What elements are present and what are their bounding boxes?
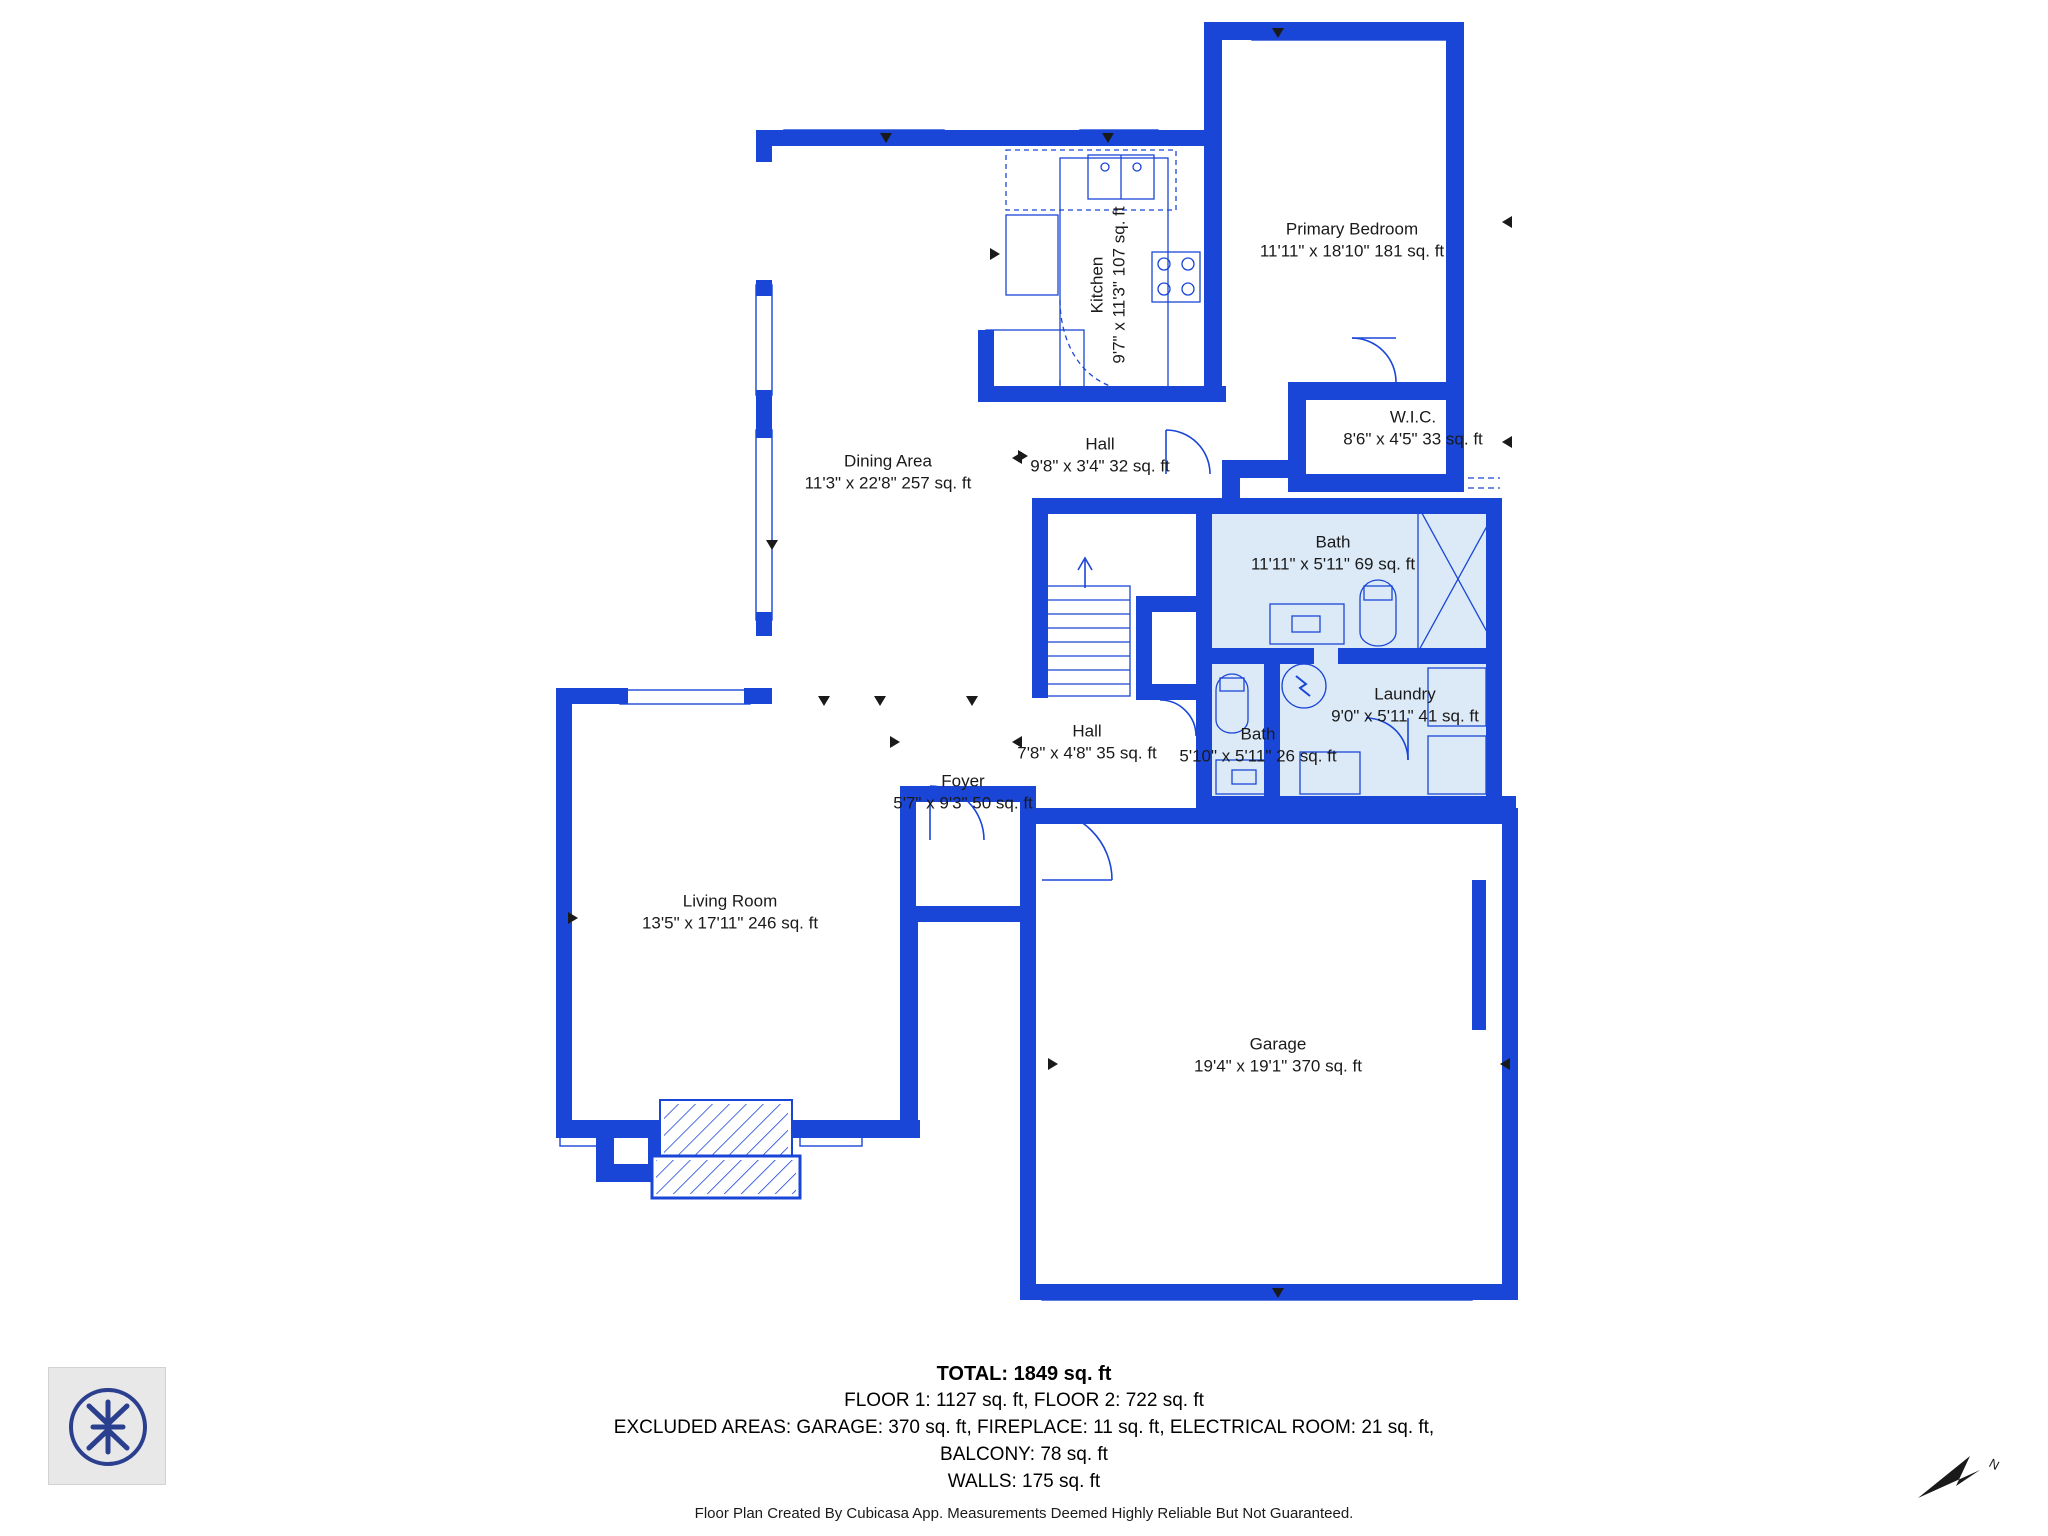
area-summary xyxy=(0,1360,2048,1496)
room-name: Hall xyxy=(1085,434,1115,454)
room-name: Primary Bedroom xyxy=(1285,219,1419,239)
compass-north-label: N xyxy=(1986,1455,2002,1474)
room-dims: 13'5" x 17'11" 246 sq. ft xyxy=(641,913,819,932)
room-dims: 8'6" x 4'5" 33 sq. ft xyxy=(1343,429,1483,448)
room-dims: 19'4" x 19'1" 370 sq. ft xyxy=(1194,1056,1362,1075)
credit-note: Floor Plan Created By Cubicasa App. Measurements Deemed Highly Reliable But Not Guaranteed. xyxy=(694,1505,1354,1522)
room-name: Garage xyxy=(1249,1034,1307,1054)
excluded-areas-line-2: BALCONY: 78 sq. ft xyxy=(940,1444,1108,1466)
room-dims: 5'10" x 5'11" 26 sq. ft xyxy=(1179,746,1337,765)
room-name: Kitchen xyxy=(1087,256,1107,314)
fireplace xyxy=(652,1100,800,1198)
room-dims: 7'8" x 4'8" 35 sq. ft xyxy=(1017,743,1157,762)
cubicasa-logo xyxy=(48,1367,166,1485)
room-name: Bath xyxy=(1315,532,1351,552)
logo-mark xyxy=(49,1368,167,1486)
floor-areas: FLOOR 1: 1127 sq. ft, FLOOR 2: 722 sq. ft xyxy=(844,1390,1204,1412)
room-dims: 9'8" x 3'4" 32 sq. ft xyxy=(1030,456,1170,475)
room-name: Foyer xyxy=(941,771,985,791)
excluded-areas-line-1: EXCLUDED AREAS: GARAGE: 370 sq. ft, FIREPLACE: 11 sq. ft, ELECTRICAL ROOM: 21 sq. ft, xyxy=(613,1417,1435,1439)
room-name: Dining Area xyxy=(844,451,932,471)
room-dims: 9'0" x 5'11" 41 sq. ft xyxy=(1331,706,1479,725)
room-dims: 11'3" x 22'8" 257 sq. ft xyxy=(804,473,972,492)
room-name: W.I.C. xyxy=(1389,407,1437,427)
room-name: Hall xyxy=(1072,721,1102,741)
room-name: Living Room xyxy=(682,891,778,911)
room-name: Bath xyxy=(1240,724,1276,744)
total-area: TOTAL: 1849 sq. ft xyxy=(936,1363,1112,1385)
walls-area: WALLS: 175 sq. ft xyxy=(947,1471,1101,1493)
room-dims: 11'11" x 18'10" 181 sq. ft xyxy=(1259,241,1445,260)
room-dims: 9'7" x 11'3" 107 sq. ft xyxy=(1109,206,1128,364)
room-dims: 5'7" x 9'3" 50 sq. ft xyxy=(893,793,1033,812)
compass-rose xyxy=(1910,1440,2020,1510)
room-dims: 11'11" x 5'11" 69 sq. ft xyxy=(1250,554,1416,573)
room-name: Laundry xyxy=(1374,684,1436,704)
